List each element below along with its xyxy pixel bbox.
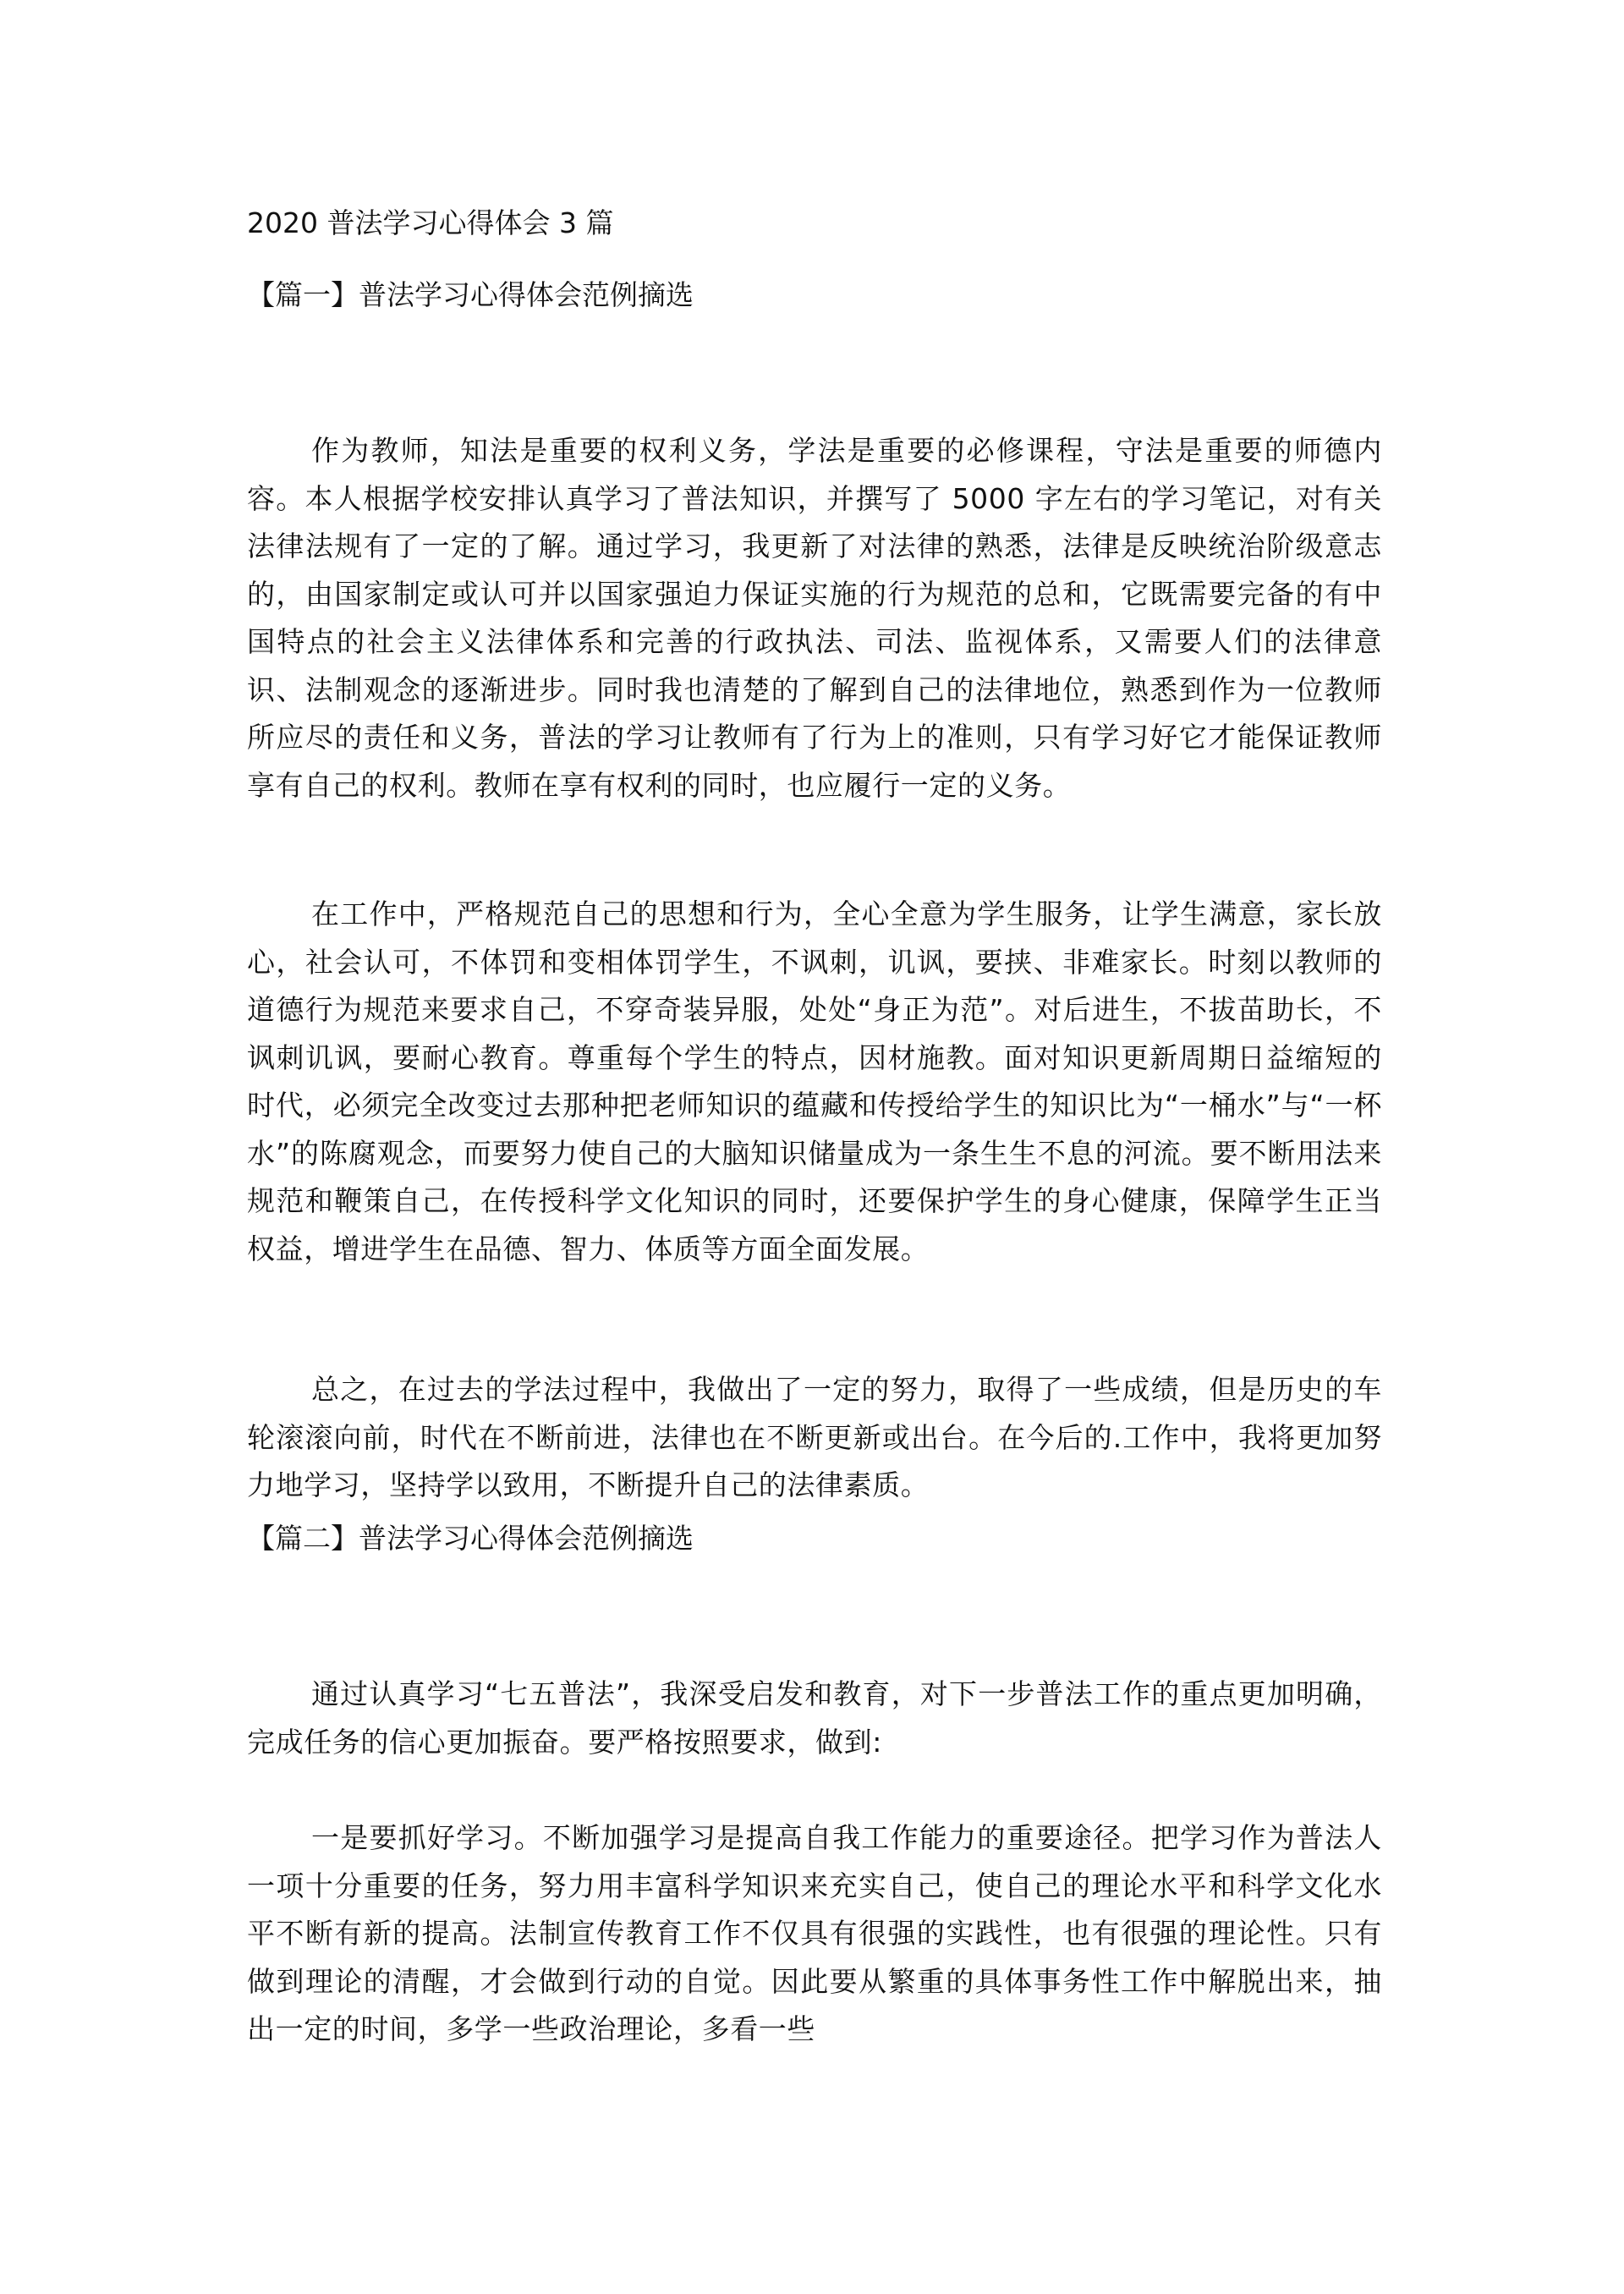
section-1-paragraph-3: 总之，在过去的学法过程中，我做出了一定的努力，取得了一些成绩，但是历史的车轮滚滚向前，时代在不断前进，法律也在不断更新或出台。在今后的.工作中，我将更加努力地学习，坚持学以致用，不断提升自己的法律素质。 xyxy=(247,1373,1382,1501)
section-heading-1: 【篇一】普法学习心得体会范例摘选 xyxy=(247,278,694,311)
document-title: 2020 普法学习心得体会 3 篇 xyxy=(247,206,614,239)
section-2-paragraph-1: 通过认真学习“七五普法”，我深受启发和教育，对下一步普法工作的重点更加明确，完成任务的信心更加振奋。要严格按照要求，做到: xyxy=(247,1677,1382,1759)
section-2-paragraph-2: 一是要抓好学习。不断加强学习是提高自我工作能力的重要途径。把学习作为普法人一项十分重要的任务，努力用丰富科学知识来充实自己，使自己的理论水平和科学文化水平不断有新的提高。法制宣传教育工作不仅具有很强的实践性，也有很强的理论性。只有做到理论的清醒，才会做到行动的自觉。因此要从繁重的具体事务性工作中解脱出来，抽出一定的时间，多学一些政治理论，多看一些 xyxy=(247,1821,1382,2045)
section-1-paragraph-1: 作为教师，知法是重要的权利义务，学法是重要的必修课程，守法是重要的师德内容。本人根据学校安排认真学习了普法知识，并撰写了 5000 字左右的学习笔记，对有关法律法规有了一定的了解。通过学习，我更新了对法律的熟悉，法律是反映统治阶级意志的，由国家制定或认可并以国家强迫力保证实施的行为规范的总和，它既需要完备的有中国特点的社会主义法律体系和完善的行政执法、司法、监视体系，又需要人们的法律意识、法制观念的逐渐进步。同时我也清楚的了解到自己的法律地位，熟悉到作为一位教师所应尽的责任和义务，普法的学习让教师有了行为上的准则，只有学习好它才能保证教师享有自己的权利。教师在享有权利的同时，也应履行一定的义务。 xyxy=(247,434,1382,802)
section-1-paragraph-2: 在工作中，严格规范自己的思想和行为，全心全意为学生服务，让学生满意，家长放心，社会认可，不体罚和变相体罚学生，不讽刺，讥讽，要挟、非难家长。时刻以教师的道德行为规范来要求自己，不穿奇装异服，处处“身正为范”。对后进生，不拔苗助长，不讽刺讥讽，要耐心教育。尊重每个学生的特点，因材施教。面对知识更新周期日益缩短的时代，必须完全改变过去那种把老师知识的蕴藏和传授给学生的知识比为“一桶水”与“一杯水”的陈腐观念，而要努力使自己的大脑知识储量成为一条生生不息的河流。要不断用法来规范和鞭策自己，在传授科学文化知识的同时，还要保护学生的身心健康，保障学生正当权益，增进学生在品德、智力、体质等方面全面发展。 xyxy=(247,897,1382,1265)
section-heading-2: 【篇二】普法学习心得体会范例摘选 xyxy=(247,1522,694,1555)
